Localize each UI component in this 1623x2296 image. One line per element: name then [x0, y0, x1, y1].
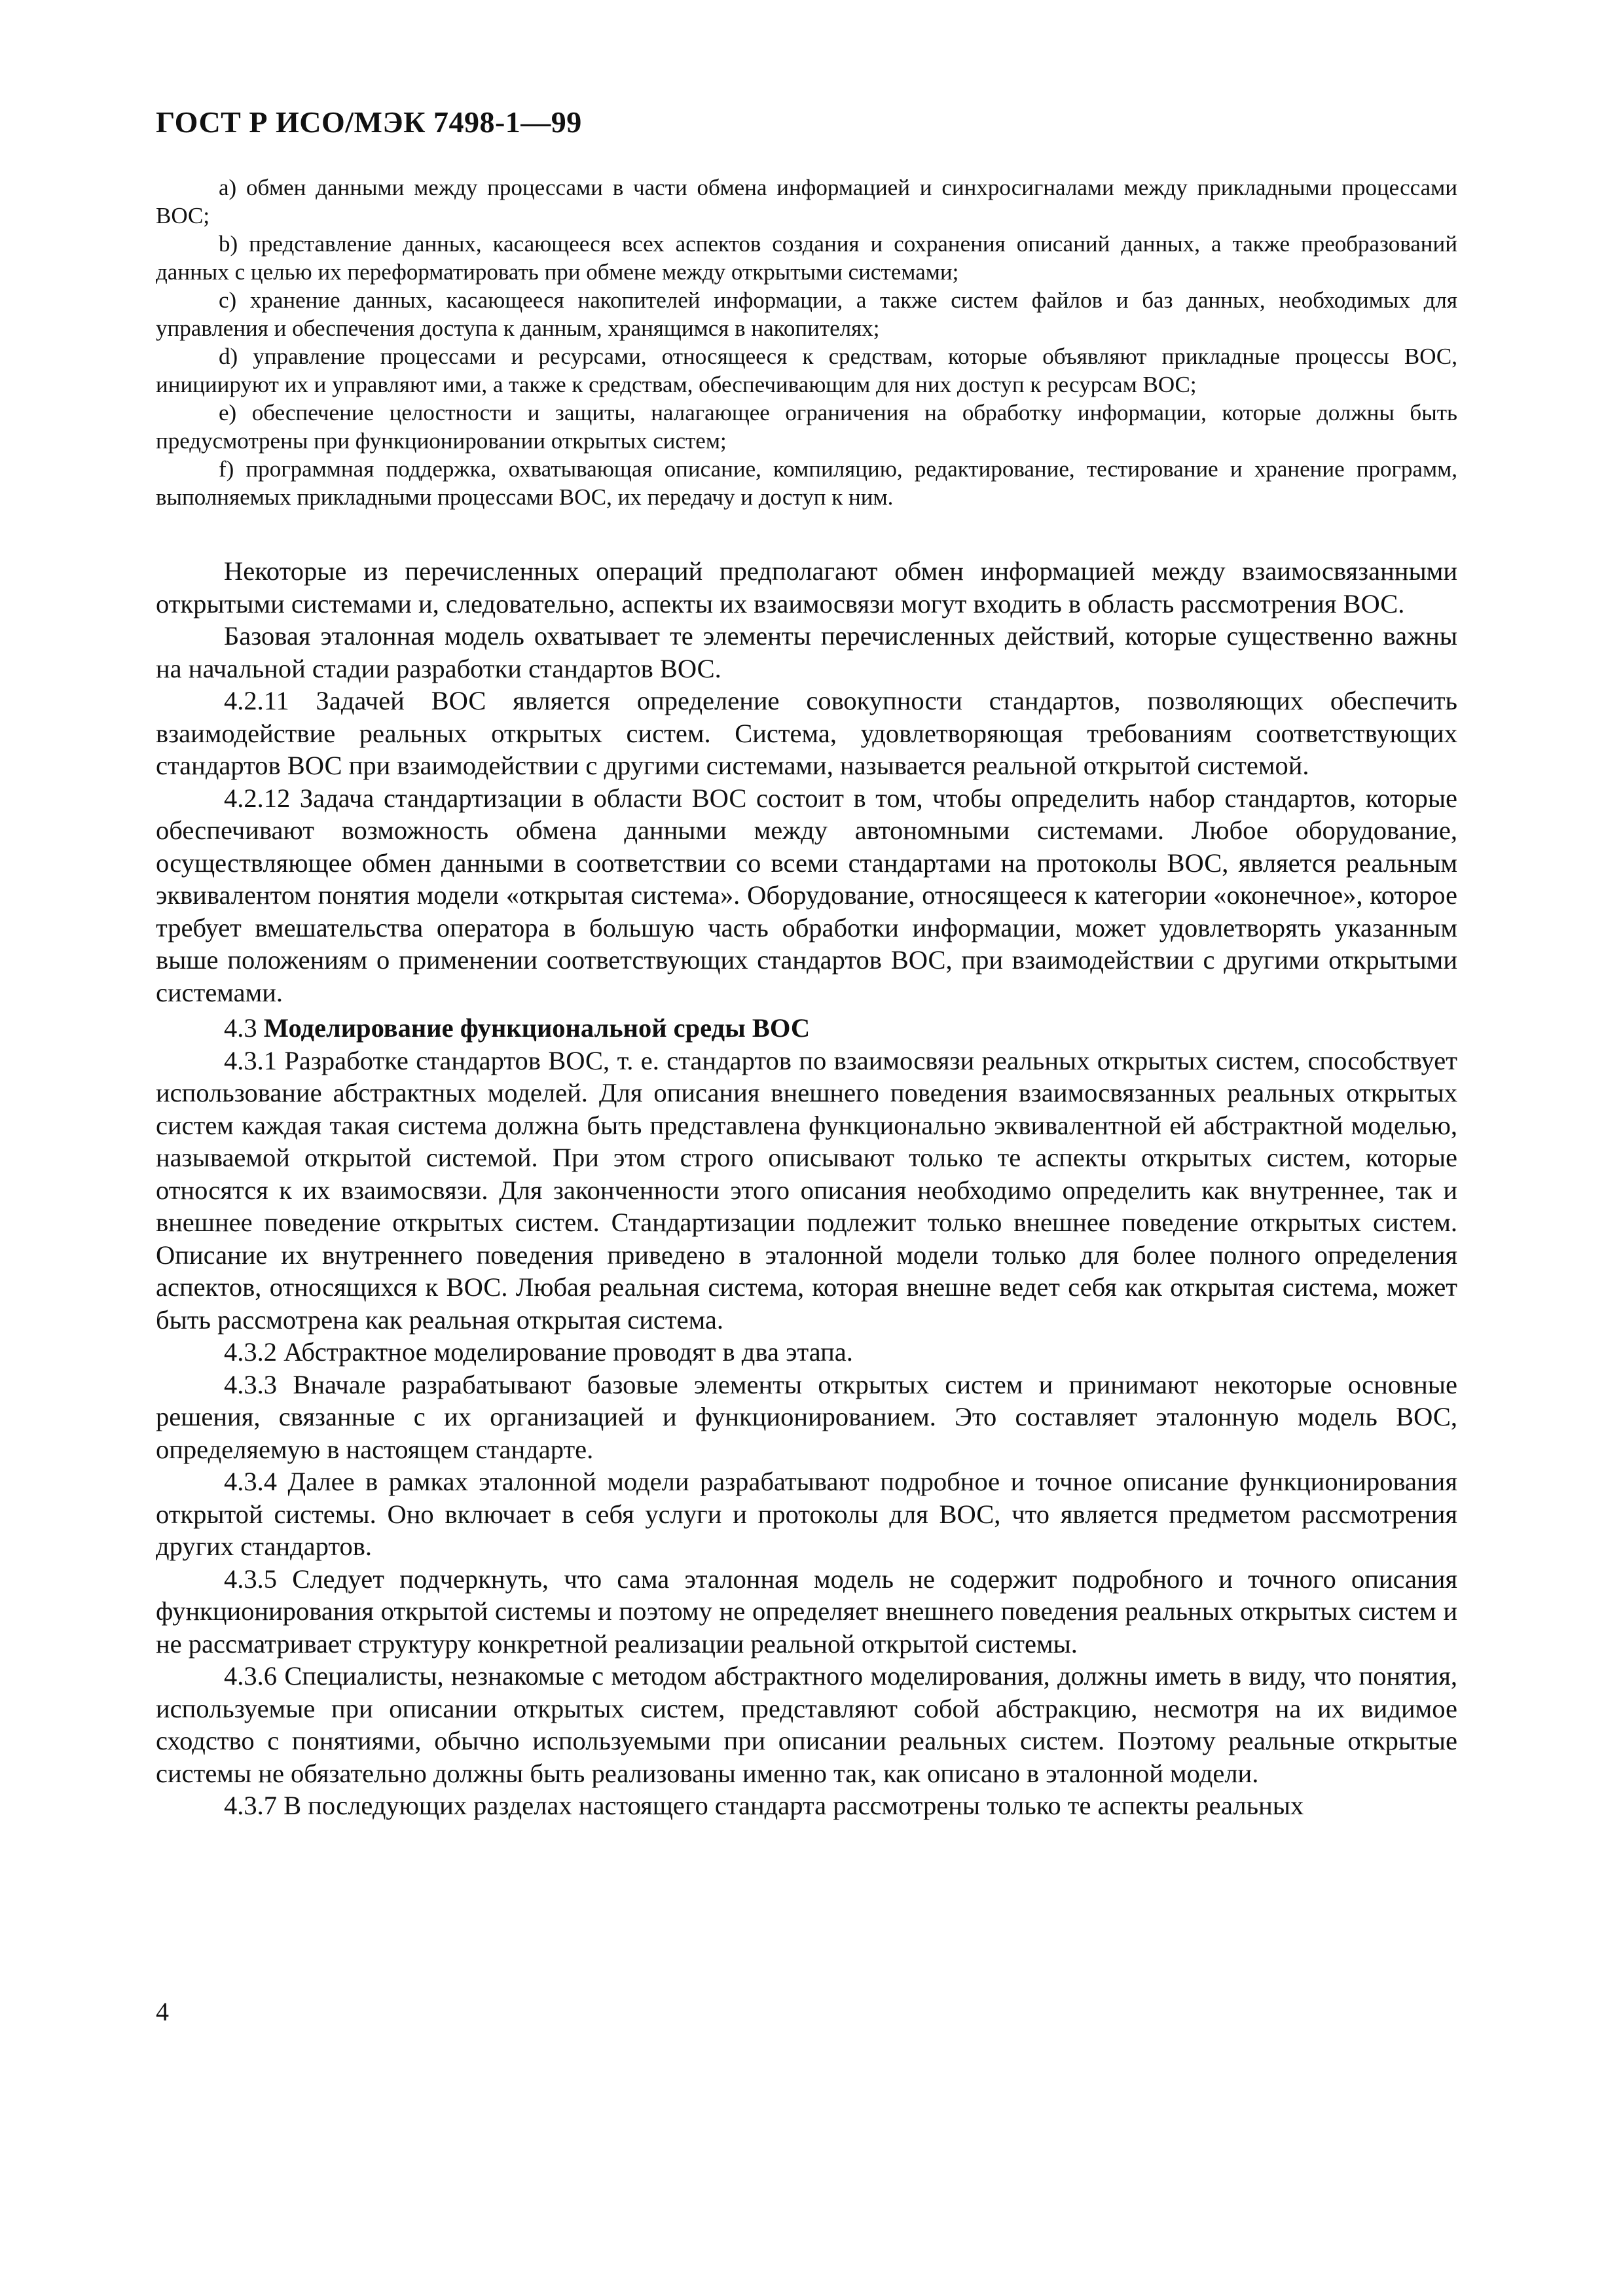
- paragraph-4-3-4: 4.3.4 Далее в рамках эталонной модели разрабатывают подробное и точное описание функционирования открытой системы. Оно включает в себя услуги и протоколы для ВОС, что является предметом рассмотрения других стандартов.: [156, 1467, 1457, 1561]
- page-header: ГОСТ Р ИСО/МЭК 7498-1—99: [156, 105, 582, 139]
- paragraph-4-3-2: 4.3.2 Абстрактное моделирование проводят в два этапа.: [224, 1337, 853, 1367]
- paragraph-4-3-3: 4.3.3 Вначале разрабатывают базовые элементы открытых систем и принимают некоторые основные решения, связанные с их организацией и функционированием. Это составляет эталонную модель ВОС, определяемую в настоящем стандарте.: [156, 1369, 1457, 1464]
- list-item-e: e) обеспечение целостности и защиты, налагающее ограничения на обработку информации, которые должны быть предусмотрены при функционировании открытых систем;: [156, 400, 1457, 454]
- section-heading-4-3: [156, 1012, 1457, 1045]
- paragraph-reference-model-scope: Базовая эталонная модель охватывает те элементы перечисленных действий, которые существенно важны на начальной стадии разработки стандартов ВОС.: [156, 621, 1457, 683]
- paragraph-4-2-11: 4.2.11 Задачей ВОС является определение совокупности стандартов, позволяющих обеспечить взаимодействие реальных открытых систем. Система, удовлетворяющая требованиям соответствующих стандартов ВОС при взаимодействии с другими системами, называется реальной открытой системой.: [156, 686, 1457, 780]
- paragraph-4-3-5: 4.3.5 Следует подчеркнуть, что сама эталонная модель не содержит подробного и точного описания функционирования открытой системы и поэтому не определяет внешнего поведения реальных открытых систем и не рассматривает структуру конкретной реализации реальной открытой системы.: [156, 1564, 1457, 1659]
- paragraph-4-3-6: 4.3.6 Специалисты, незнакомые с методом абстрактного моделирования, должны иметь в виду, что понятия, используемые при описании открытых систем, представляют собой абстракцию, несмотря на их видимое сходство с понятиями, обычно используемыми при описании реальных систем. Поэтому реальные открытые системы не обязательно должны быть реализованы именно так, как описано в эталонной модели.: [156, 1661, 1457, 1788]
- paragraph-4-3-1: 4.3.1 Разработке стандартов ВОС, т. е. стандартов по взаимосвязи реальных открытых систем, способствует использование абстрактных моделей. Для описания внешнего поведения взаимосвязанных реальных открытых систем каждая такая система должна быть представлена функционально эквивалентной ей абстрактной моделью, называемой открытой системой. При этом строго описывают только те аспекты открытых систем, которые относятся к их взаимосвязи. Для законченности этого описания необходимо определить как внутреннее, так и внешнее поведение открытых систем. Стандартизации подлежит только внешнее поведение открытых систем. Описание их внутреннего поведения приведено в эталонной модели только для более полного определения аспектов, относящихся к ВОС. Любая реальная система, которая внешне ведет себя как открытая система, может быть рассмотрена как реальная открытая система.: [156, 1045, 1457, 1335]
- paragraph-4-3-7: 4.3.7 В последующих разделах настоящего стандарта рассмотрены только те аспекты реальных: [224, 1791, 1304, 1820]
- list-item-a: a) обмен данными между процессами в части обмена информацией и синхросигналами между прикладными процессами ВОС;: [156, 175, 1457, 228]
- paragraph-4-2-12: 4.2.12 Задача стандартизации в области ВОС состоит в том, чтобы определить набор стандартов, которые обеспечивают возможность обмена данными между автономными системами. Любое оборудование, осуществляющее обмен данными в соответствии со всеми стандартами на протоколы ВОС, является реальным эквивалентом понятия модели «открытая система». Оборудование, относящееся к категории «оконечное», которое требует вмешательства оператора в большую часть обработки информации, может удовлетворять указанным выше положениям о применении соответствующих стандартов ВОС, при взаимодействии с другими открытыми системами.: [156, 783, 1457, 1007]
- document-body: [156, 555, 1457, 1822]
- section-title: Моделирование функциональной среды ВОС: [263, 1013, 811, 1043]
- list-item-d: d) управление процессами и ресурсами, относящееся к средствам, которые объявляют прикладные процессы ВОС, инициируют их и управляют ими, а также к средствам, обеспечивающим для них доступ к ресурсам ВОС;: [156, 344, 1457, 397]
- section-number: 4.3: [224, 1013, 257, 1043]
- list-item-c: c) хранение данных, касающееся накопителей информации, а также систем файлов и баз данных, необходимых для управления и обеспечения доступа к данным, хранящимся в накопителях;: [156, 287, 1457, 341]
- list-item-f: f) программная поддержка, охватывающая описание, компиляцию, редактирование, тестирование и хранение программ, выполняемых прикладными процессами ВОС, их передачу и доступ к ним.: [156, 456, 1457, 510]
- list-item-b: b) представление данных, касающееся всех аспектов создания и сохранения описаний данных, а также преобразований данных с целью их переформатировать при обмене между открытыми системами;: [156, 231, 1457, 285]
- operations-list: [156, 173, 1457, 511]
- page-number: 4: [156, 1997, 169, 2026]
- paragraph-operations-interconnection: Некоторые из перечисленных операций предполагают обмен информацией между взаимосвязанными открытыми системами и, следовательно, аспекты их взаимосвязи могут входить в область рассмотрения ВОС.: [156, 556, 1457, 619]
